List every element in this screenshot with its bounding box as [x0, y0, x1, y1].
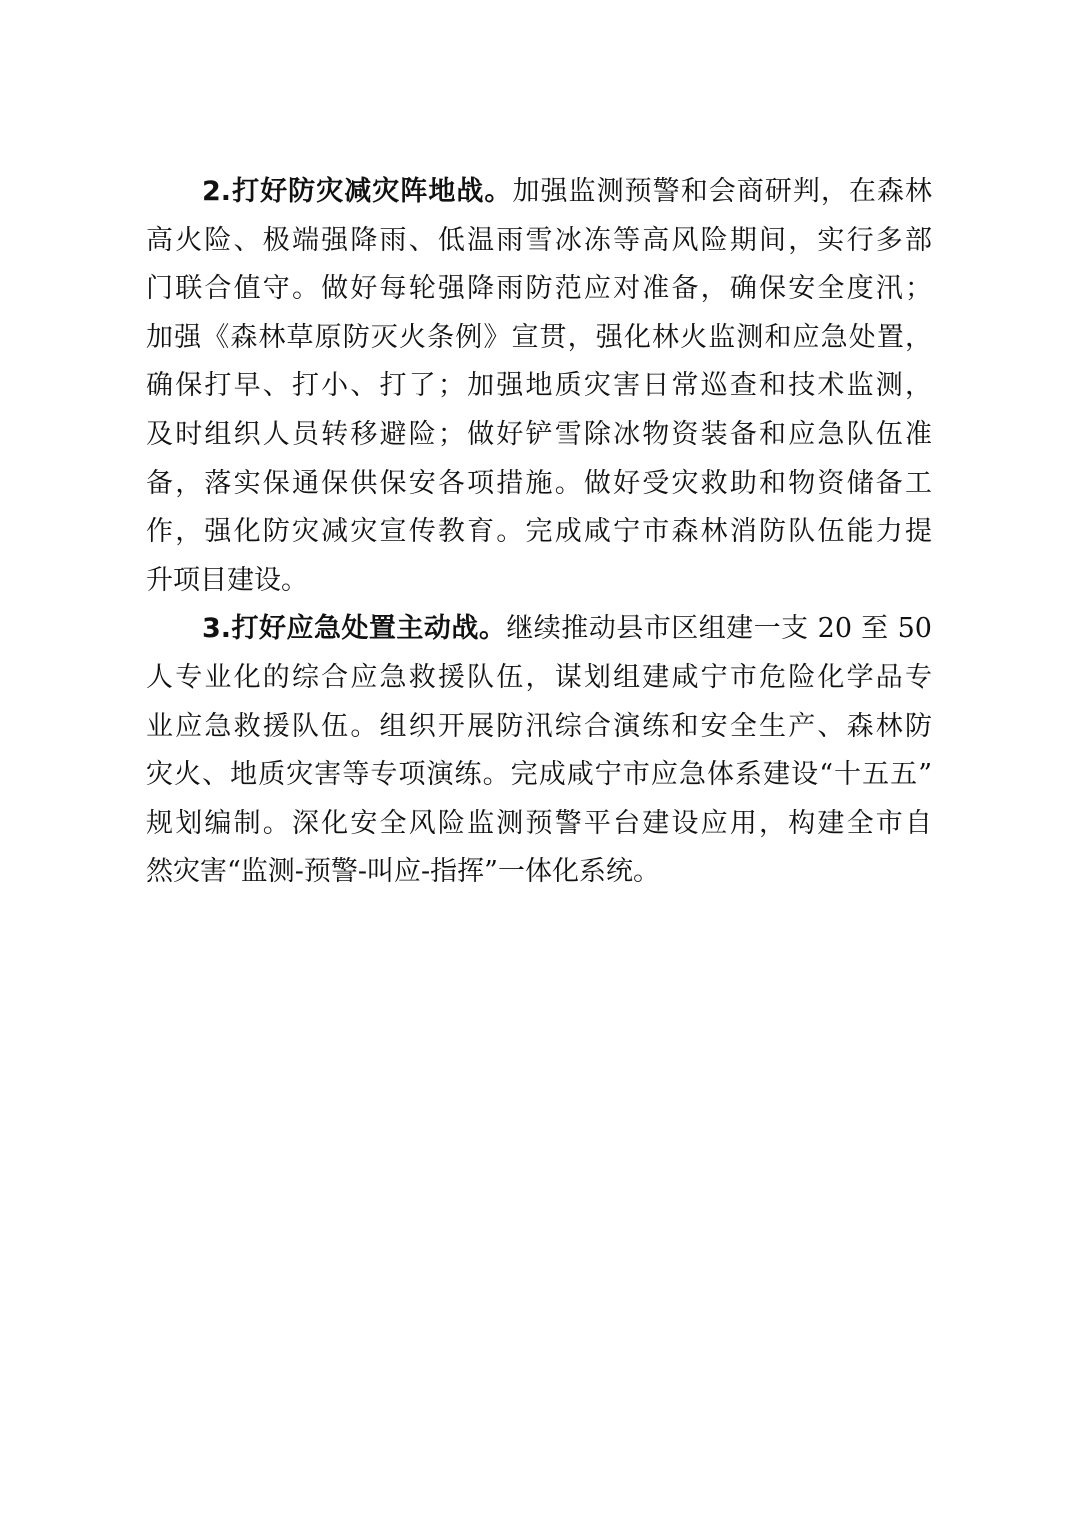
paragraph-line: 人专业化的综合应急救援队伍，谋划组建咸宁市危险化学品专: [146, 661, 932, 693]
paragraph-line: 门联合值守。做好每轮强降雨防范应对准备，确保安全度汛；: [146, 273, 932, 305]
paragraph-line: 及时组织人员转移避险；做好铲雪除冰物资装备和应急队伍准: [146, 418, 932, 450]
paragraph-heading: 2.打好防灾减灾阵地战。: [202, 176, 513, 207]
paragraph-line: 备，落实保通保供保安各项措施。做好受灾救助和物资储备工: [146, 467, 932, 499]
paragraph-line: 加强《森林草原防灭火条例》宣贯，强化林火监测和应急处置，: [146, 321, 932, 353]
paragraph-line: 作，强化防灾减灾宣传教育。完成咸宁市森林消防队伍能力提: [146, 516, 932, 548]
paragraph-heading: 3.打好应急处置主动战。: [202, 613, 507, 645]
paragraph-line: 然灾害“监测-预警-叫应-指挥”一体化系统。: [146, 856, 660, 888]
paragraph-line: 规划编制。深化安全风险监测预警平台建设应用，构建全市自: [146, 807, 932, 839]
paragraph-text: 加强监测预警和会商研判，在森林: [512, 176, 933, 207]
paragraph-line: 灾火、地质灾害等专项演练。完成咸宁市应急体系建设“十五五”: [146, 759, 932, 791]
paragraph-line: [146, 168, 932, 217]
document-body: [146, 168, 932, 897]
paragraph-line: 高火险、极端强降雨、低温雨雪冰冻等高风险期间，实行多部: [146, 224, 932, 256]
paragraph-disaster-prevention: [146, 168, 932, 605]
paragraph-line: [146, 605, 932, 654]
paragraph-text: 继续推动县市区组建一支 20 至 50: [506, 613, 932, 645]
paragraph-emergency-response: [146, 605, 932, 897]
paragraph-line: 业应急救援队伍。组织开展防汛综合演练和安全生产、森林防: [146, 710, 932, 742]
paragraph-line: 升项目建设。: [146, 564, 308, 596]
paragraph-line: 确保打早、打小、打了；加强地质灾害日常巡查和技术监测，: [146, 370, 932, 402]
